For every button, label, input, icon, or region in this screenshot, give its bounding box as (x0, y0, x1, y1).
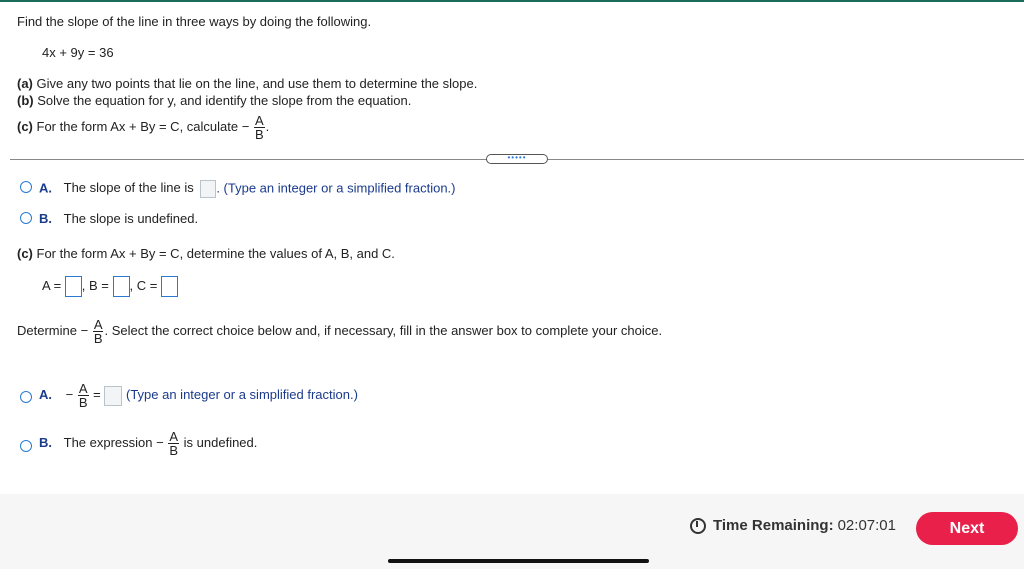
time-remaining (690, 517, 896, 534)
c-equals-label: , C = (129, 277, 158, 293)
fraction-numerator: A (169, 429, 179, 444)
choice-a-text: The slope of the line is (63, 180, 194, 196)
part-b-label: (b) (17, 93, 34, 108)
equals-sign: = (93, 386, 101, 402)
b-value-input[interactable] (113, 276, 130, 297)
choice-c-b-suffix: is undefined. (183, 434, 258, 450)
part-c-text: For the form Ax + By = C, calculate (36, 118, 239, 134)
choice-c-a-hint: (Type an integer or a simplified fraction.) (125, 386, 358, 402)
part-c-description (17, 114, 269, 141)
question-equation: 4x + 9y = 36 (42, 45, 114, 60)
fraction-denominator: B (78, 395, 88, 410)
fraction-numerator: A (254, 113, 264, 128)
a-equals-label: A = (42, 277, 62, 293)
divider-handle[interactable]: ••••• (486, 154, 548, 164)
minus-sign: − (241, 118, 250, 134)
choice-a-radio[interactable] (20, 181, 32, 193)
fraction-a-over-b (168, 430, 179, 457)
part-c-prompt (17, 246, 395, 261)
time-remaining-value: 02:07:01 (837, 517, 896, 534)
question-instruction: Find the slope of the line in three ways by doing the following. (17, 14, 372, 29)
slope-answer-box[interactable] (200, 180, 216, 198)
fraction-a-over-b (78, 382, 89, 409)
choice-c-b-radio[interactable] (20, 440, 32, 452)
choice-b-row (39, 211, 198, 226)
time-remaining-label: Time Remaining: (713, 517, 834, 534)
home-indicator (388, 559, 649, 563)
choice-c-b-row (39, 430, 257, 457)
minus-sign: − (80, 322, 89, 338)
fraction-a-over-b (93, 318, 104, 345)
part-c-prompt-text: For the form Ax + By = C, determine the values of A, B, and C. (36, 246, 395, 261)
c-value-input[interactable] (161, 276, 178, 297)
a-value-input[interactable] (65, 276, 82, 297)
determine-prompt (17, 318, 662, 345)
fraction-numerator: A (78, 381, 88, 396)
choice-b-radio[interactable] (20, 212, 32, 224)
fraction-denominator: B (254, 127, 264, 142)
part-b-description (17, 93, 411, 108)
minus-sign: − (65, 386, 74, 402)
fraction-denominator: B (93, 331, 103, 346)
choice-a-row (39, 180, 456, 198)
choice-a-hint: . (Type an integer or a simplified fraction.) (216, 180, 456, 196)
determine-prefix: Determine (17, 322, 77, 338)
part-a-label: (a) (17, 76, 33, 91)
fraction-denominator: B (169, 443, 179, 458)
choice-a-letter: A. (39, 180, 52, 196)
choice-c-a-letter: A. (39, 386, 52, 402)
choice-c-a-radio[interactable] (20, 391, 32, 403)
top-rule (0, 0, 1024, 2)
fraction-a-over-b (254, 114, 265, 141)
choice-c-b-prefix: The expression (63, 434, 153, 450)
part-c-label: (c) (17, 118, 33, 134)
period: . (265, 118, 270, 134)
choice-b-letter: B. (39, 211, 52, 226)
fraction-numerator: A (93, 317, 103, 332)
part-a-text: Give any two points that lie on the line, and use them to determine the slope. (36, 76, 478, 91)
clock-icon (690, 518, 706, 534)
b-equals-label: , B = (81, 277, 109, 293)
part-a-description (17, 76, 477, 91)
part-b-text: Solve the equation for y, and identify the slope from the equation. (37, 93, 412, 108)
choice-b-text: The slope is undefined. (63, 211, 199, 226)
next-button[interactable]: Next (916, 512, 1018, 545)
negative-a-over-b-answer-box[interactable] (104, 386, 122, 406)
abc-answer-row (42, 276, 178, 297)
choice-c-a-row (39, 382, 358, 409)
part-c-prompt-label: (c) (17, 246, 33, 261)
choice-c-b-letter: B. (39, 434, 52, 450)
determine-suffix: . Select the correct choice below and, if necessary, fill in the answer box to complete your choice. (104, 322, 663, 338)
minus-sign: − (156, 434, 164, 450)
